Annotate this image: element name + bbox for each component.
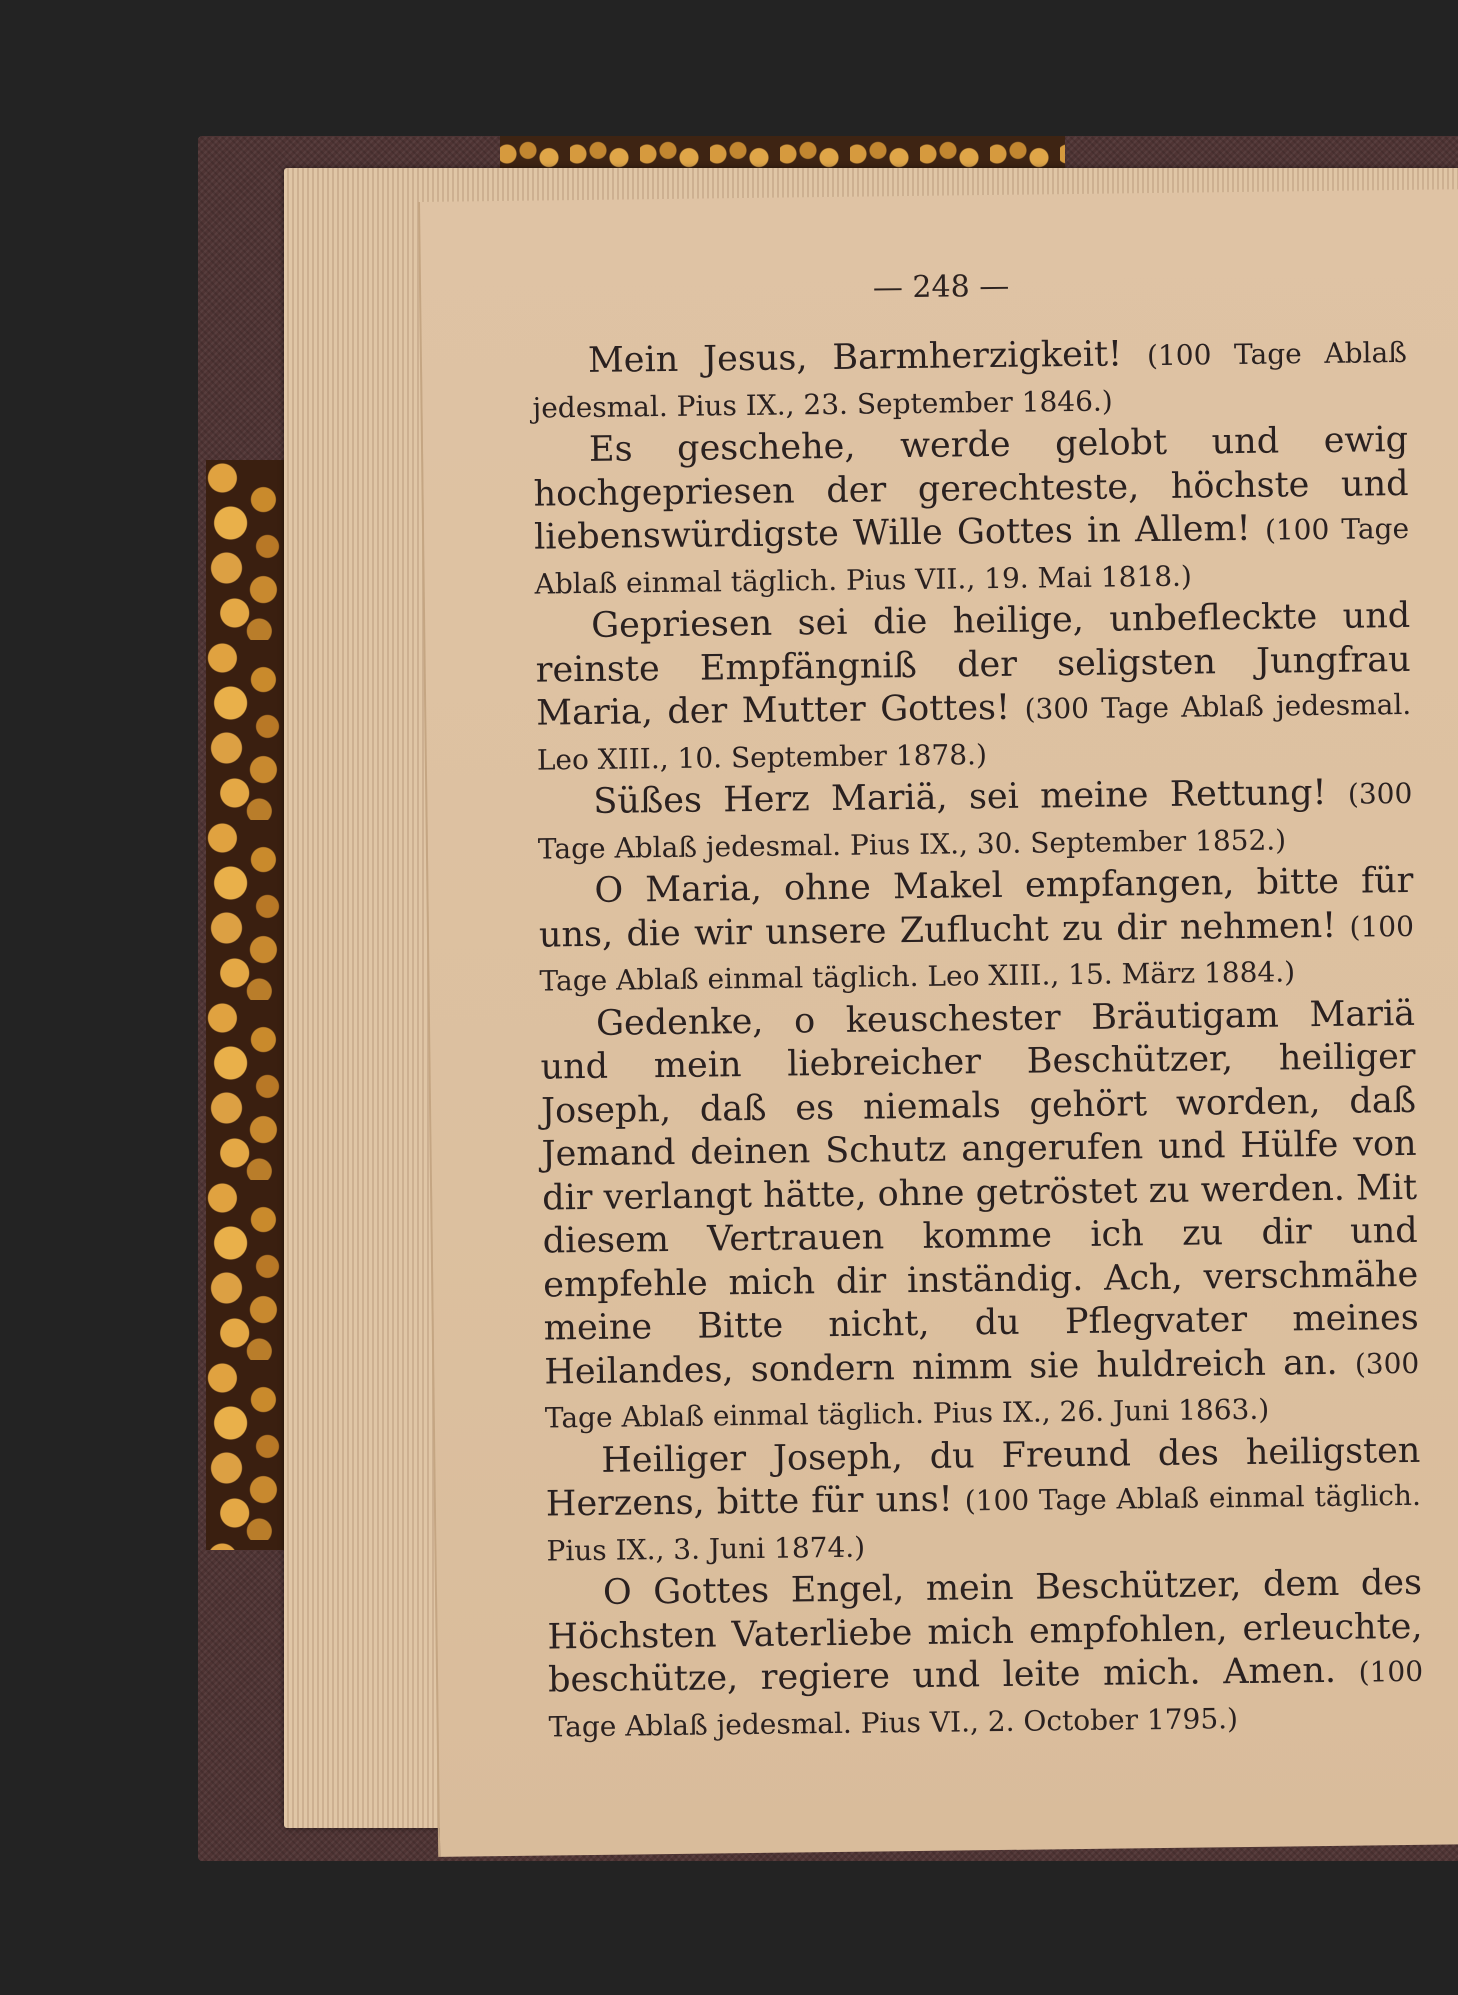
indulgence-note: (300 Tage Ablaß jedesmal. Leo XIII., 10. September 1878.) bbox=[536, 687, 1412, 777]
book-page bbox=[418, 189, 1458, 1857]
prayer-paragraph bbox=[540, 992, 1420, 1440]
prayer-paragraph bbox=[547, 1562, 1424, 1749]
indulgence-note: (100 Tage Ablaß einmal täglich. Leo XIII., 15. März 1884.) bbox=[539, 909, 1415, 998]
indulgence-note: (100 Tage Ablaß jedesmal. Pius IX., 23. September 1846.) bbox=[532, 335, 1408, 425]
prayer-text: Mein Jesus, Barmherzigkeit! bbox=[587, 334, 1123, 381]
page-number: — 248 — bbox=[872, 268, 1010, 306]
marbled-edge-left bbox=[206, 460, 288, 1550]
prayer-paragraph bbox=[535, 595, 1412, 782]
indulgence-note: (100 Tage Ablaß einmal täglich. Pius VII., 19. Mai 1818.) bbox=[534, 511, 1410, 601]
prayer-text: Gepriesen sei die heilige, unbefleckte und reinste Empfängniß der seligsten Jungfrau Maria, der Mutter Gottes! bbox=[535, 595, 1411, 734]
prayer-paragraph bbox=[537, 771, 1413, 871]
prayer-text: Es geschehe, werde gelobt und ewig hochgepriesen der gerechteste, höchste und liebenswürdigste Wille Gottes in Allem! bbox=[533, 419, 1409, 558]
page-body bbox=[532, 330, 1424, 1749]
prayer-paragraph bbox=[533, 419, 1410, 606]
prayer-text: Süßes Herz Mariä, sei meine Rettung! bbox=[593, 772, 1327, 822]
prayer-paragraph bbox=[545, 1429, 1422, 1572]
prayer-text: O Gottes Engel, mein Beschützer, dem des Höchsten Vaterliebe mich empfohlen, erleuchte, beschütze, regiere und leite mich. Amen. bbox=[547, 1562, 1423, 1701]
indulgence-note: (100 Tage Ablaß einmal täglich. Pius IX., 3. Juni 1874.) bbox=[546, 1478, 1422, 1568]
indulgence-note: (100 Tage Ablaß jedesmal. Pius VI., 2. October 1795.) bbox=[548, 1654, 1424, 1744]
prayer-text: Gedenke, o keuschester Bräutigam Mariä und mein liebreicher Beschützer, heiliger Joseph, daß es niemals gehört worden, daß Jemand deinen Schutz angerufen und Hülfe von dir verlangt hätte, ohne getröstet zu werden. Mit diesem Vertrauen komme ich zu dir und empfehle mich dir inständig. Ach, verschmähe meine Bitte nicht, du Pflegvater meines Heilandes, sondern nimm sie huldreich an. bbox=[540, 993, 1419, 1393]
prayer-paragraph bbox=[538, 860, 1415, 1003]
prayer-paragraph bbox=[532, 330, 1408, 430]
marbled-edge-top bbox=[500, 136, 1065, 172]
indulgence-note: (300 Tage Ablaß einmal täglich. Pius IX., 26. Juni 1863.) bbox=[544, 1346, 1420, 1435]
prayer-text: O Maria, ohne Makel empfangen, bitte für uns, die wir unsere Zuflucht zu dir nehmen! bbox=[538, 860, 1414, 956]
indulgence-note: (300 Tage Ablaß jedesmal. Pius IX., 30. September 1852.) bbox=[537, 776, 1413, 866]
prayer-text: Heiliger Joseph, du Freund des heiligsten Herzens, bitte für uns! bbox=[545, 1430, 1421, 1525]
